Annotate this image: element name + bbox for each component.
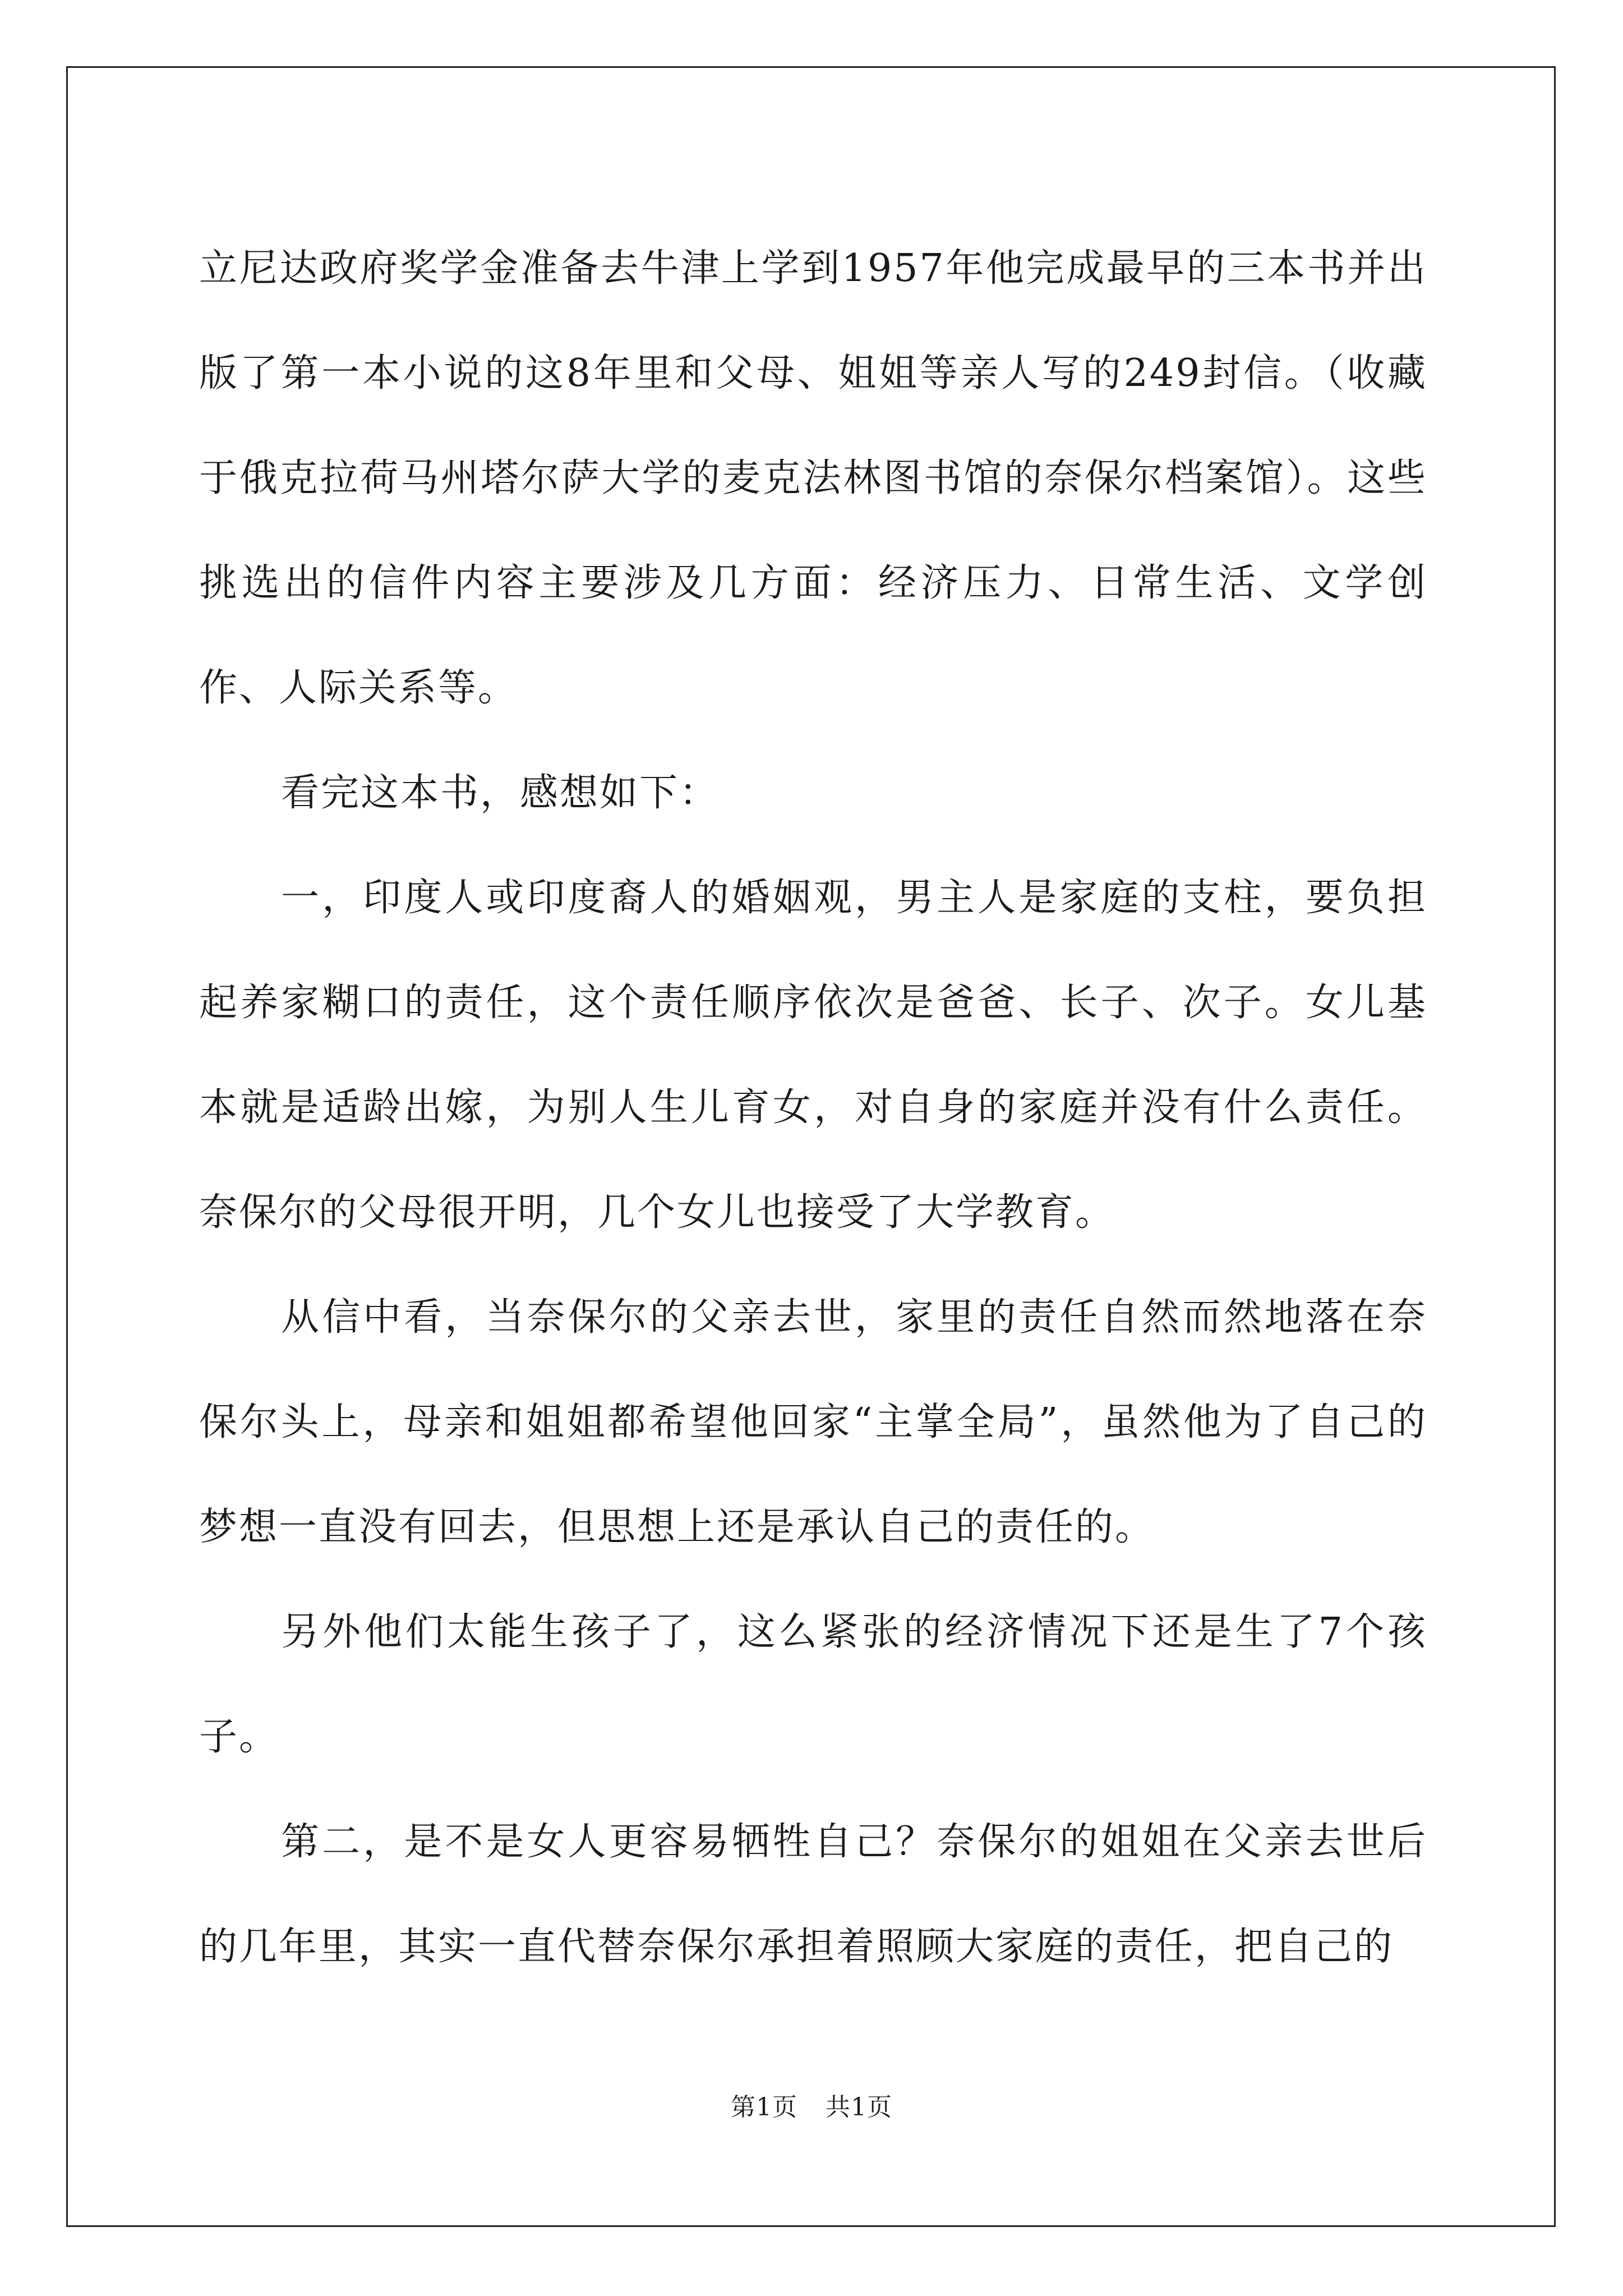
paragraph-6: 第二，是不是女人更容易牺牲自己？奈保尔的姐姐在父亲去世后的几年里，其实一直代替奈保尔承担着照顾大家庭的责任，把自己的 — [199, 1820, 1427, 1969]
paragraph-3: 一，印度人或印度裔人的婚姻观，男主人是家庭的支柱，要负担起养家糊口的责任，这个责任顺序依次是爸爸、长子、次子。女儿基本就是适龄出嫁，为别人生儿育女，对自身的家庭并没有什么责任。奈保尔的父母很开明，几个女儿也接受了大学教育。 — [199, 876, 1427, 1235]
document-body — [199, 216, 1427, 1999]
page-total: 共1页 — [826, 2093, 892, 2122]
paragraph-1: 立尼达政府奖学金准备去牛津上学到1957年他完成最早的三本书并出版了第一本小说的这8年里和父母、姐姐等亲人写的249封信。（收藏于俄克拉荷马州塔尔萨大学的麦克法林图书馆的奈保尔档案馆）。这些挑选出的信件内容主要涉及几方面：经济压力、日常生活、文学创作、人际关系等。 — [199, 246, 1427, 710]
page-number: 第1页 — [731, 2093, 797, 2122]
paragraph-4: 从信中看，当奈保尔的父亲去世，家里的责任自然而然地落在奈保尔头上，母亲和姐姐都希望他回家“主掌全局”，虽然他为了自己的梦想一直没有回去，但思想上还是承认自己的责任的。 — [199, 1295, 1427, 1549]
paragraph-5: 另外他们太能生孩子了，这么紧张的经济情况下还是生了7个孩子。 — [199, 1610, 1427, 1759]
page-footer — [0, 2091, 1623, 2124]
paragraph-2: 看完这本书，感想如下： — [281, 771, 720, 815]
